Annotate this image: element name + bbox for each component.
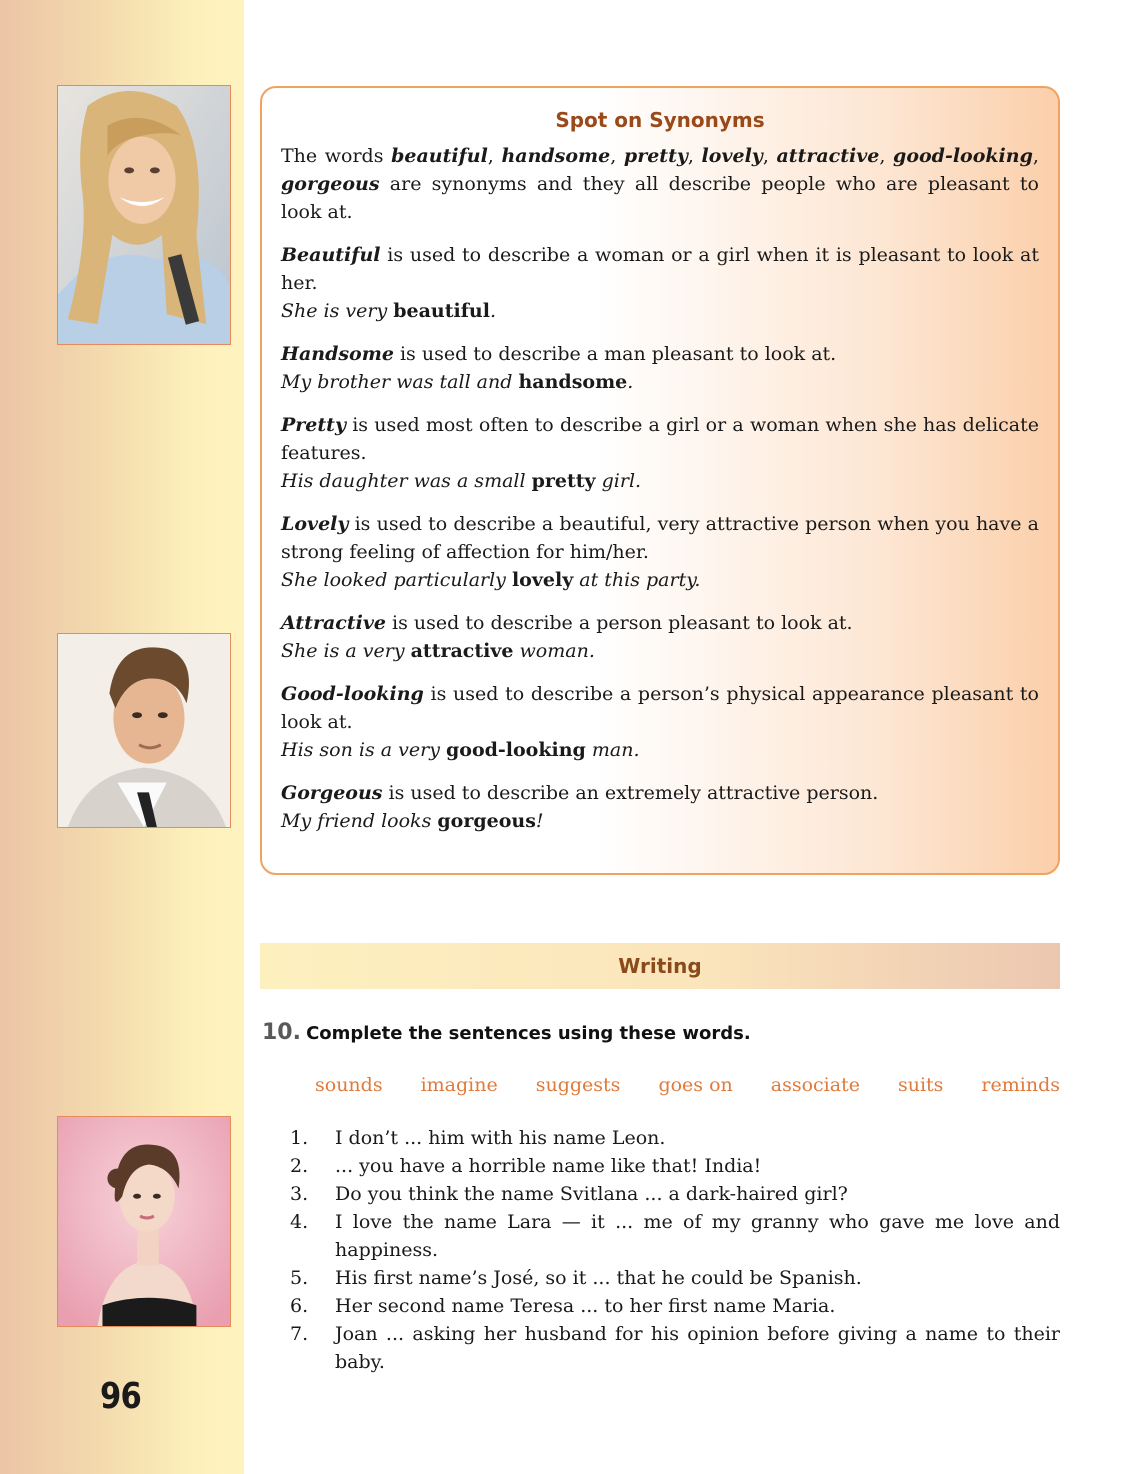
intro-word: gorgeous — [281, 173, 380, 195]
sentence-item — [290, 1320, 1060, 1376]
example-word: gorgeous — [437, 810, 536, 832]
example-word: good-looking — [445, 739, 586, 761]
synonym-entry-handsome — [281, 340, 1039, 396]
example-text: girl. — [595, 470, 642, 492]
example-text: She is very — [281, 300, 394, 322]
sentence-text: Joan ... asking her husband for his opinion before giving a name to their baby. — [335, 1323, 1060, 1373]
example-text: His son is a very — [281, 739, 446, 761]
word-bank — [315, 1074, 1060, 1096]
intro-word: beautiful — [391, 145, 488, 167]
example-text: woman. — [513, 640, 595, 662]
word-bank-item: associate — [770, 1074, 860, 1096]
entry-definition: is used to describe a woman or a girl when it is pleasant to look at her. — [281, 244, 1039, 294]
example-word: handsome — [518, 371, 628, 393]
word-bank-item: goes on — [658, 1074, 733, 1096]
intro-sep: , — [610, 145, 624, 167]
word-bank-item: suits — [897, 1074, 944, 1096]
sentence-item — [290, 1264, 1060, 1292]
entry-example — [281, 368, 1039, 396]
intro-sep: , — [487, 145, 502, 167]
intro-sep: , — [687, 145, 702, 167]
intro-lead: The words — [281, 145, 392, 167]
word-bank-item: imagine — [420, 1074, 498, 1096]
sentence-number: 3. — [290, 1183, 309, 1205]
entry-definition: is used to describe a person’s physical appearance pleasant to look at. — [281, 683, 1039, 733]
intro-sep: , — [879, 145, 894, 167]
sentence-number: 6. — [290, 1295, 309, 1317]
box-title: Spot on Synonyms — [555, 108, 765, 132]
page-number: 96 — [100, 1376, 141, 1417]
synonym-entry-good-looking — [281, 680, 1039, 764]
example-text: man. — [585, 739, 640, 761]
word-bank-item: suggests — [535, 1074, 621, 1096]
entry-example — [281, 736, 1039, 764]
section-header-writing: Writing — [260, 943, 1060, 989]
synonyms-box — [260, 86, 1060, 875]
example-text: ! — [535, 810, 544, 832]
task-heading — [262, 1020, 1062, 1045]
example-text: My friend looks — [281, 810, 438, 832]
entry-word: Gorgeous — [281, 782, 383, 804]
photo-blonde-girl — [57, 85, 231, 345]
entry-word: Lovely — [281, 513, 349, 535]
intro-sep: , — [762, 145, 777, 167]
photo-young-man — [57, 633, 231, 828]
task-instruction: Complete the sentences using these words. — [306, 1023, 751, 1044]
sentence-text: Her second name Teresa ... to her first name Maria. — [335, 1295, 836, 1317]
entry-example — [281, 467, 1039, 495]
sentence-item — [290, 1124, 1060, 1152]
example-text: My brother was tall and — [281, 371, 519, 393]
entry-word: Beautiful — [281, 244, 381, 266]
example-text: . — [489, 300, 496, 322]
example-text: His daughter was a small — [281, 470, 532, 492]
intro-tail: are synonyms and they all describe people who are pleasant to look at. — [281, 173, 1039, 223]
entry-definition: is used to describe a person pleasant to look at. — [385, 612, 853, 634]
intro-word: handsome — [501, 145, 611, 167]
sentence-item — [290, 1208, 1060, 1264]
sentence-text: His first name’s José, so it ... that he could be Spanish. — [335, 1267, 862, 1289]
task-number: 10. — [262, 1020, 301, 1045]
sentence-number: 2. — [290, 1155, 309, 1177]
entry-definition: is used to describe an extremely attractive person. — [382, 782, 879, 804]
entry-example — [281, 637, 1039, 665]
entry-definition: is used to describe a beautiful, very attractive person when you have a strong feeling of affection for him/her. — [281, 513, 1039, 563]
intro-word: lovely — [701, 145, 763, 167]
intro-word: pretty — [623, 145, 688, 167]
entry-word: Good-looking — [281, 683, 424, 705]
example-text: at this party. — [573, 569, 701, 591]
word-bank-item: sounds — [315, 1074, 383, 1096]
entry-example — [281, 807, 1039, 835]
entry-example — [281, 566, 1039, 594]
synonyms-intro — [281, 142, 1039, 226]
entry-definition: is used most often to describe a girl or a woman when she has delicate features. — [281, 414, 1039, 464]
intro-word: good-looking — [893, 145, 1033, 167]
word-bank-item: reminds — [981, 1074, 1060, 1096]
sentence-number: 1. — [290, 1127, 309, 1149]
entry-definition: is used to describe a man pleasant to look at. — [393, 343, 837, 365]
sentence-text: I love the name Lara — it ... me of my granny who gave me love and happiness. — [335, 1211, 1060, 1261]
sentence-text: I don’t ... him with his name Leon. — [335, 1127, 666, 1149]
synonym-entry-attractive — [281, 609, 1039, 665]
example-word: lovely — [511, 569, 574, 591]
entry-word: Attractive — [281, 612, 386, 634]
entry-word: Pretty — [281, 414, 346, 436]
intro-sep: , — [1032, 145, 1039, 167]
entry-word: Handsome — [281, 343, 394, 365]
example-text: She looked particularly — [281, 569, 512, 591]
sentence-number: 7. — [290, 1323, 309, 1345]
sentence-text: ... you have a horrible name like that! India! — [335, 1155, 762, 1177]
entry-example — [281, 297, 1039, 325]
example-word: attractive — [410, 640, 514, 662]
sentence-number: 5. — [290, 1267, 309, 1289]
sentence-item — [290, 1292, 1060, 1320]
example-text: She is a very — [281, 640, 411, 662]
sentence-item — [290, 1180, 1060, 1208]
synonym-entry-pretty — [281, 411, 1039, 495]
intro-word: attractive — [776, 145, 880, 167]
synonym-entry-beautiful — [281, 241, 1039, 325]
example-text: . — [627, 371, 634, 393]
photo-woman-dark-hair — [57, 1116, 231, 1327]
example-word: beautiful — [393, 300, 490, 322]
synonym-entry-gorgeous — [281, 779, 1039, 835]
synonym-entry-lovely — [281, 510, 1039, 594]
sentence-number: 4. — [290, 1211, 309, 1233]
example-word: pretty — [531, 470, 596, 492]
sentence-item — [290, 1152, 1060, 1180]
sentence-text: Do you think the name Svitlana ... a dark-haired girl? — [335, 1183, 848, 1205]
exercise-sentences — [290, 1124, 1060, 1376]
